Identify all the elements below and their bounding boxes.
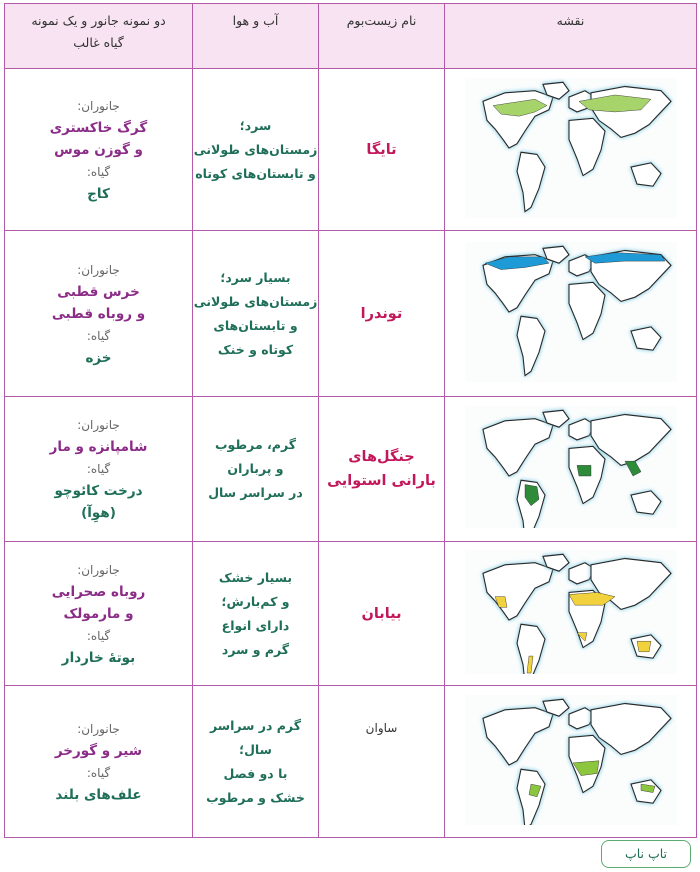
plant-name: کاج <box>87 185 110 202</box>
continent-af <box>569 282 605 339</box>
biome-name-cell <box>319 542 445 686</box>
world-map-rainforest <box>465 406 677 528</box>
biome-region <box>577 465 591 476</box>
biome-region <box>637 641 651 652</box>
map-cell <box>445 542 697 686</box>
climate-cell <box>193 231 319 397</box>
climate-cell <box>193 397 319 542</box>
examples <box>5 414 192 524</box>
animal-name: روباه صحرایی <box>51 583 146 600</box>
biome-name-cell <box>319 686 445 838</box>
world-map-svg <box>465 550 677 674</box>
climate-cell <box>193 686 319 838</box>
climate-line: و پرباران <box>227 461 284 476</box>
world-map-svg <box>465 78 677 218</box>
table-row <box>5 397 697 542</box>
animals-label: جانوران: <box>77 262 120 277</box>
climate-text <box>193 114 318 186</box>
plant-name: درخت کائوچو <box>54 483 143 499</box>
biome-name: ساوان <box>365 721 398 735</box>
plant-label: گیاه: <box>86 462 111 476</box>
biome-name-line: بارانی استوایی <box>327 473 436 489</box>
animals-label: جانوران: <box>77 98 120 113</box>
examples <box>5 95 192 205</box>
continent-na <box>483 419 553 476</box>
world-map-svg <box>465 406 677 528</box>
continent-sa <box>517 316 545 375</box>
plant-label: گیاه: <box>86 164 111 179</box>
world-map-savanna <box>465 695 677 825</box>
plant-name: بوتهٔ خاردار <box>61 649 136 666</box>
biome-region <box>625 461 641 476</box>
examples-cell <box>5 397 193 542</box>
animal-name: گرگ خاکستری <box>49 119 148 136</box>
animal-name: شیر و گورخر <box>54 742 143 759</box>
plant-label: گیاه: <box>86 628 111 643</box>
examples-cell <box>5 231 193 397</box>
table-row <box>5 69 697 231</box>
continent-na <box>483 90 553 147</box>
plant-name: خزه <box>85 349 112 366</box>
plant-name: علف‌های بلند <box>55 786 142 803</box>
header-examples: دو نمونه جانور و یک نمونه گیاه غالب <box>5 4 193 69</box>
biomes-table <box>4 3 697 838</box>
plant-label: گیاه: <box>86 765 111 780</box>
world-map-svg <box>465 242 677 382</box>
world-map-svg <box>465 695 677 825</box>
header-map: نقشه <box>445 4 697 69</box>
continent-af <box>569 118 605 175</box>
climate-line: گرم، مرطوب <box>215 437 296 452</box>
map-cell <box>445 686 697 838</box>
climate-line: سرد؛ <box>239 117 272 133</box>
publisher-badge: تاپ ناپ <box>601 840 691 868</box>
climate-line: و تابستان‌های <box>213 317 298 333</box>
climate-text <box>193 433 318 505</box>
climate-line: زمستان‌های طولانی <box>193 141 318 157</box>
climate-line: کوتاه و خنک <box>217 341 294 357</box>
world-map-desert <box>465 550 677 674</box>
world-map-taiga <box>465 78 677 218</box>
climate-text <box>193 566 318 662</box>
climate-line: بسیار سرد؛ <box>220 269 291 285</box>
animal-name: و گوزن موس <box>54 141 143 158</box>
examples-cell <box>5 69 193 231</box>
climate-line: و کم‌بارش؛ <box>221 593 290 609</box>
climate-cell <box>193 542 319 686</box>
climate-line: دارای انواع <box>221 617 290 633</box>
animal-name: و مارمولک <box>63 605 134 622</box>
map-cell <box>445 231 697 397</box>
climate-line: زمستان‌های طولانی <box>193 293 318 309</box>
examples-cell <box>5 542 193 686</box>
climate-line: گرم و سرد <box>221 641 290 657</box>
continent-na <box>483 707 553 764</box>
biome-name: بیابان <box>361 605 402 622</box>
map-cell <box>445 397 697 542</box>
animal-name: شامپانزه و مار <box>49 439 148 455</box>
biome-name-cell <box>319 397 445 542</box>
plant-label: گیاه: <box>86 328 111 343</box>
continent-au <box>631 491 661 514</box>
climate-line: با دو فصل <box>223 765 288 781</box>
header-biome: نام زیست‌بوم <box>319 4 445 69</box>
animals-label: جانوران: <box>77 562 120 577</box>
continent-na <box>483 562 553 619</box>
world-map-tundra <box>465 242 677 382</box>
climate-cell <box>193 69 319 231</box>
examples <box>5 718 192 806</box>
biome-name-cell <box>319 69 445 231</box>
continent-sa <box>517 152 545 211</box>
examples <box>5 559 192 669</box>
biome-name-cell <box>319 231 445 397</box>
animals-label: جانوران: <box>77 721 120 736</box>
climate-text <box>193 714 318 810</box>
biome-name: توندرا <box>360 305 403 322</box>
biome-name-line: جنگل‌های <box>348 449 415 465</box>
examples <box>5 259 192 369</box>
animal-name: خرس قطبی <box>57 283 140 300</box>
map-cell <box>445 69 697 231</box>
table-row <box>5 231 697 397</box>
climate-line: خشک و مرطوب <box>206 789 305 805</box>
climate-line: بسیار خشک <box>218 569 293 585</box>
plant-name: (هوِآ) <box>81 505 116 521</box>
climate-line: و تابستان‌های کوتاه <box>195 165 316 181</box>
animal-name: و روباه قطبی <box>51 305 146 322</box>
biome-name: تایگا <box>366 141 397 158</box>
climate-line: گرم در سراسر سال؛ <box>210 717 301 757</box>
animals-label: جانوران: <box>77 418 120 432</box>
header-row <box>5 4 697 69</box>
table-row <box>5 542 697 686</box>
continent-au <box>631 326 661 349</box>
climate-line: در سراسر سال <box>208 485 303 500</box>
biome-region <box>495 596 507 607</box>
examples-cell <box>5 686 193 838</box>
continent-au <box>631 162 661 185</box>
continent-sa <box>517 769 545 825</box>
biome-name <box>319 445 444 493</box>
climate-text <box>193 266 318 362</box>
table-row <box>5 686 697 838</box>
header-climate: آب و هوا <box>193 4 319 69</box>
